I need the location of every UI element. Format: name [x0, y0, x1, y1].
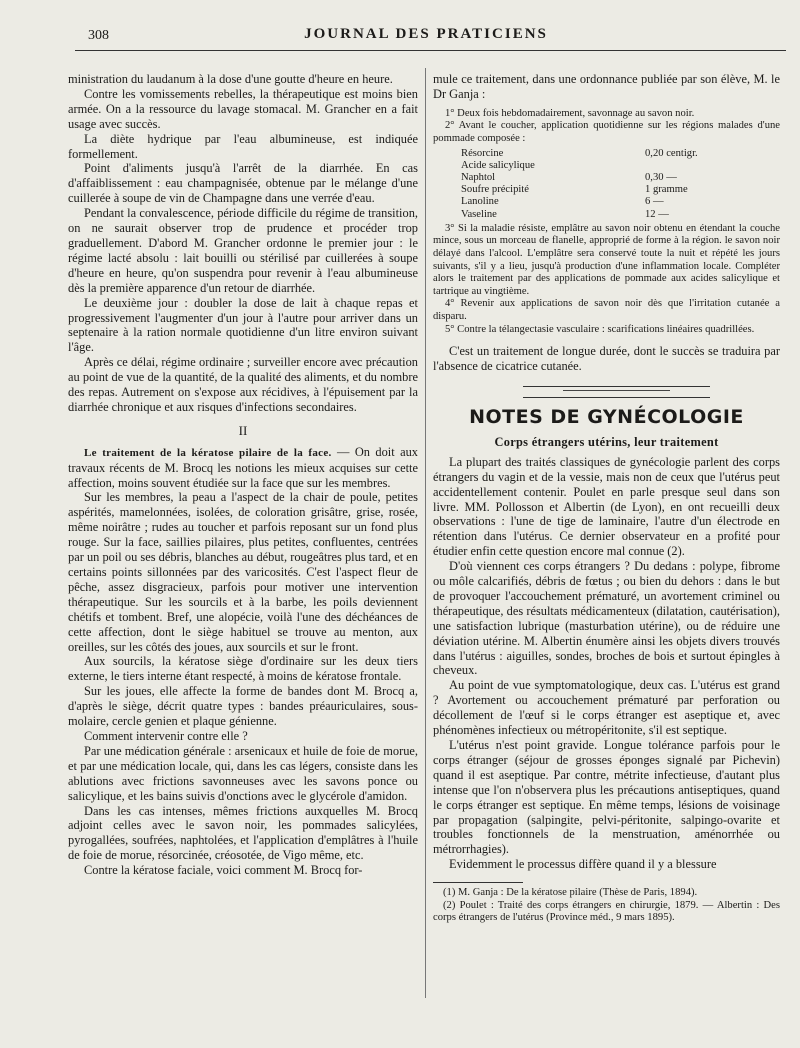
paragraph: Contre la kératose faciale, voici comment M. Brocq for-	[84, 863, 363, 878]
dose	[639, 160, 698, 172]
dose: 6 —	[645, 196, 664, 208]
dose: 1 gramme	[645, 184, 688, 196]
ingredient: Naphtol	[461, 172, 496, 183]
prescription-item: 2° Avant le coucher, application quotidienne sur les régions malades d'une pommade composée :	[433, 120, 780, 144]
paragraph: Pendant la convalescence, période difficile du régime de transition, on ne saurait observer trop de prudence et procéder trop graduellement. D'abord M. Grancher ordonne le premier jour : le régime lacté absolu : lait bouilli ou stérilisé par cuillerées à soupe d'heure en heure, qu'on suspendra pour revenir à l'eau albumineuse dès la première apparence d'un retour de diarrhée.	[68, 206, 418, 295]
formula-row	[461, 184, 698, 196]
ingredient: Acide salicylique	[461, 159, 535, 171]
dose: 12 —	[645, 208, 669, 220]
paragraph: C'est un traitement de longue durée, dont le succès se traduira par l'absence de cicatrice cutanée.	[433, 344, 780, 374]
column-separator	[425, 68, 426, 998]
ornamental-rule	[523, 386, 710, 398]
paragraph: Contre les vomissements rebelles, la thérapeutique est moins bien armée. On a la ressource du lavage stomacal. M. Grancher en a fait usage avec succès.	[68, 86, 418, 131]
paragraph: Comment intervenir contre elle ?	[84, 728, 248, 743]
paragraph-text: — On doit aux travaux récents de M. Brocq les notions les mieux acquises sur cette affection, moins souvent étudiée sur la face que sur les membres.	[68, 444, 418, 490]
left-column	[68, 72, 418, 878]
prescription	[433, 108, 780, 336]
section-number: II	[238, 422, 248, 438]
paragraph: La diète hydrique par l'eau albumineuse, est indiquée formellement.	[68, 131, 418, 161]
paragraph: Dans les cas intenses, mêmes frictions auxquelles M. Brocq adjoint celles avec le savon noir, les pommades salicylées, pyrogallées, soufrées, naphtolées, et l'application d'emplâtres à l'huile de foie de morue, résorcinée, créosotée, de Vigo même, etc.	[68, 803, 418, 863]
paragraph	[68, 445, 418, 491]
prescription-item: 1° Deux fois hebdomadairement, savonnage au savon noir.	[445, 107, 695, 119]
formula-row	[461, 148, 698, 160]
paragraph: mule ce traitement, dans une ordonnance publiée par son élève, M. le Dr Ganja :	[433, 72, 780, 101]
prescription-item: 4° Revenir aux applications de savon noir dès que l'irritation cutanée a disparu.	[433, 298, 780, 322]
page-number: 308	[88, 28, 109, 43]
dose: 0,20 centigr.	[645, 147, 698, 159]
paragraph: La plupart des traités classiques de gynécologie parlent des corps étrangers du vagin et de la vessie, mais non de ceux que l'utérus peut accidentellement contenir. Poulet en parle presque seul dans son livre. MM. Pollosson et Albertin (de Lyon), en ont recueilli deux observations : l'une de tige de laminaire, l'autre d'un électrode en rétention dans l'utérus. Ce dernier observateur en a profité pour étudier enfin cette question encore mal connue (2).	[433, 454, 780, 559]
paragraph: Evidemment le processus diffère quand il y a blessure	[449, 857, 717, 872]
paragraph: Aux sourcils, la kératose siège d'ordinaire sur les deux tiers externe, le tiers interne étant respecté, à moins de kératose frontale.	[68, 654, 418, 684]
dose: 0,30 —	[645, 172, 677, 183]
paragraph: D'où viennent ces corps étrangers ? Du dedans : polype, fibrome ou môle calcarifiés, débris de fœtus ; ou bien du dehors : dans le but de provoquer l'accouchement prématuré, un avortement criminel ou thérapeutique, des résultats médicamenteux (dilatation, cautérisation), une satisfaction lubrique (masturbation utérine), ou de réduire une déviation utérine. M. Albertin énumère ainsi les objets divers trouvés dans l'utérus : aiguilles, sondes, broches de bois et surtout épingles à cheveux.	[433, 559, 780, 678]
footnotes	[433, 887, 780, 925]
paragraph: Après ce délai, régime ordinaire ; surveiller encore avec précaution au point de vue de la quantité, de la qualité des aliments, et du nombre des repas. Autrement on s'expose aux récidives, à l'épuisement par la diarrhée chronique et aux risques d'infections secondaires.	[68, 355, 418, 414]
footnote: (1) M. Ganja : De la kératose pilaire (Thèse de Paris, 1894).	[443, 887, 698, 899]
footnote: (2) Poulet : Traité des corps étrangers en chirurgie, 1879. — Albertin : Des corps étrangers de l'utérus (Province méd., 9 mars 1895).	[433, 899, 780, 924]
ingredient: Résorcine	[461, 147, 504, 159]
formula-row	[461, 209, 698, 221]
ingredient: Vaseline	[461, 208, 497, 220]
paragraph: Point d'aliments jusqu'à l'arrêt de la diarrhée. En cas d'affaiblissement : eau champagnisée, obtenue par le mélange d'une cuillerée à soupe de vin de Champagne dans une verrée d'eau.	[68, 161, 418, 206]
right-column	[433, 72, 780, 925]
paragraph: Le deuxième jour : doubler la dose de lait à chaque repas et progressivement l'augmenter d'un jour à l'autre pour arriver dans un septenaire à la ration normale quotidienne d'un litre environ suivant l'âge.	[68, 295, 418, 355]
header-rule	[75, 50, 786, 51]
formula-table	[461, 148, 698, 221]
ingredient: Soufre précipité	[461, 184, 529, 196]
paragraph: Au point de vue symptomatologique, deux cas. L'utérus est grand ? Avortement ou accouchement prématuré par perforation ou décollement de l'œuf si le corps étranger est aseptique et, avec phénomènes infectieux ou métropéritonite, s'il est septique.	[433, 678, 780, 738]
paragraph: Par une médication générale : arsenicaux et huile de foie de morue, et par une médication locale, qui, dans les cas légers, consiste dans les ablutions avec frictions savonneuses avec les savons ponce ou salicylique, et les bains suivis d'onctions avec le glycérole d'amidon.	[68, 743, 418, 803]
prescription-item: 5° Contre la télangectasie vasculaire : scarifications linéaires quadrillées.	[445, 323, 755, 335]
article-title: Corps étrangers utérins, leur traitement	[494, 434, 719, 449]
paragraph: Sur les joues, elle affecte la forme de bandes dont M. Brocq a, d'après le siège, décrit quatre types : bandes préauriculaires, sous-molaire, cercle genien et plaque génienne.	[68, 684, 418, 729]
paragraph: Sur les membres, la peau a l'aspect de la chair de poule, petites aspérités, mamelonnées, isolées, de coloration grisâtre, grise, rosée, même noirâtre ; rudes au toucher et parfois reposant sur un fond plus rouge. Sur la face, saillies pilaires, plus petites, confluentes, centrées par un poil ou ses débris, blanches au début, rougeâtres plus tard, et en certains points sillonnées par des varicosités. C'est l'aspect fleur de pêche, assez disgracieux, parfois pour motiver une intervention thérapeutique. Sur les sourcils et à la barbe, les poils deviennent chétifs et tombent. Bref, une alopécie, voilà l'une des déchéances de cette affection, dont le siège habituel se trouve au menton, aux oreilles, sur les côtés des joues, aux sourcils et sur le front.	[68, 490, 418, 654]
journal-title: JOURNAL DES PRATICIENS	[304, 26, 548, 42]
ingredient: Lanoline	[461, 196, 499, 208]
formula-row	[461, 160, 698, 172]
page-header	[68, 22, 784, 48]
paragraph: ministration du laudanum à la dose d'une goutte d'heure en heure.	[68, 72, 393, 86]
section-title: Le traitement de la kératose pilaire de la face.	[84, 446, 332, 459]
formula-row	[461, 196, 698, 208]
footnote-rule	[433, 882, 523, 883]
prescription-item: 3° Si la maladie résiste, emplâtre au savon noir obtenu en étendant la couche mince, sous un morceau de flanelle, approprié de forme à la région. le savon noir délayé dans l'alcool. L'emplâtre sera conservé toute la nuit et répété les jours suivants, s'il y a lieu, jusqu'à production d'une inflammation locale. Compléter alors le traitement par des applications de pommade aux acides salicylique et tartrique au vingtième.	[433, 222, 780, 297]
paragraph: L'utérus n'est point gravide. Longue tolérance parfois pour le corps étranger (séjour de grosses éponges signalé par Pichevin) quand il est aseptique. Par contre, métrite infectieuse, d'autant plus intense que l'on n'observera plus les précautions antiseptiques, quand le corps étranger est septique. En même temps, lésions de voisinage par propagation (salpingite, pelvi-péritonite, salpingo-ovarite et troubles fonctionnels de la menstruation, aménorrhée ou métrorrhagies).	[433, 738, 780, 857]
section-heading: NOTES DE GYNÉCOLOGIE	[469, 405, 744, 428]
formula-row	[461, 172, 698, 184]
